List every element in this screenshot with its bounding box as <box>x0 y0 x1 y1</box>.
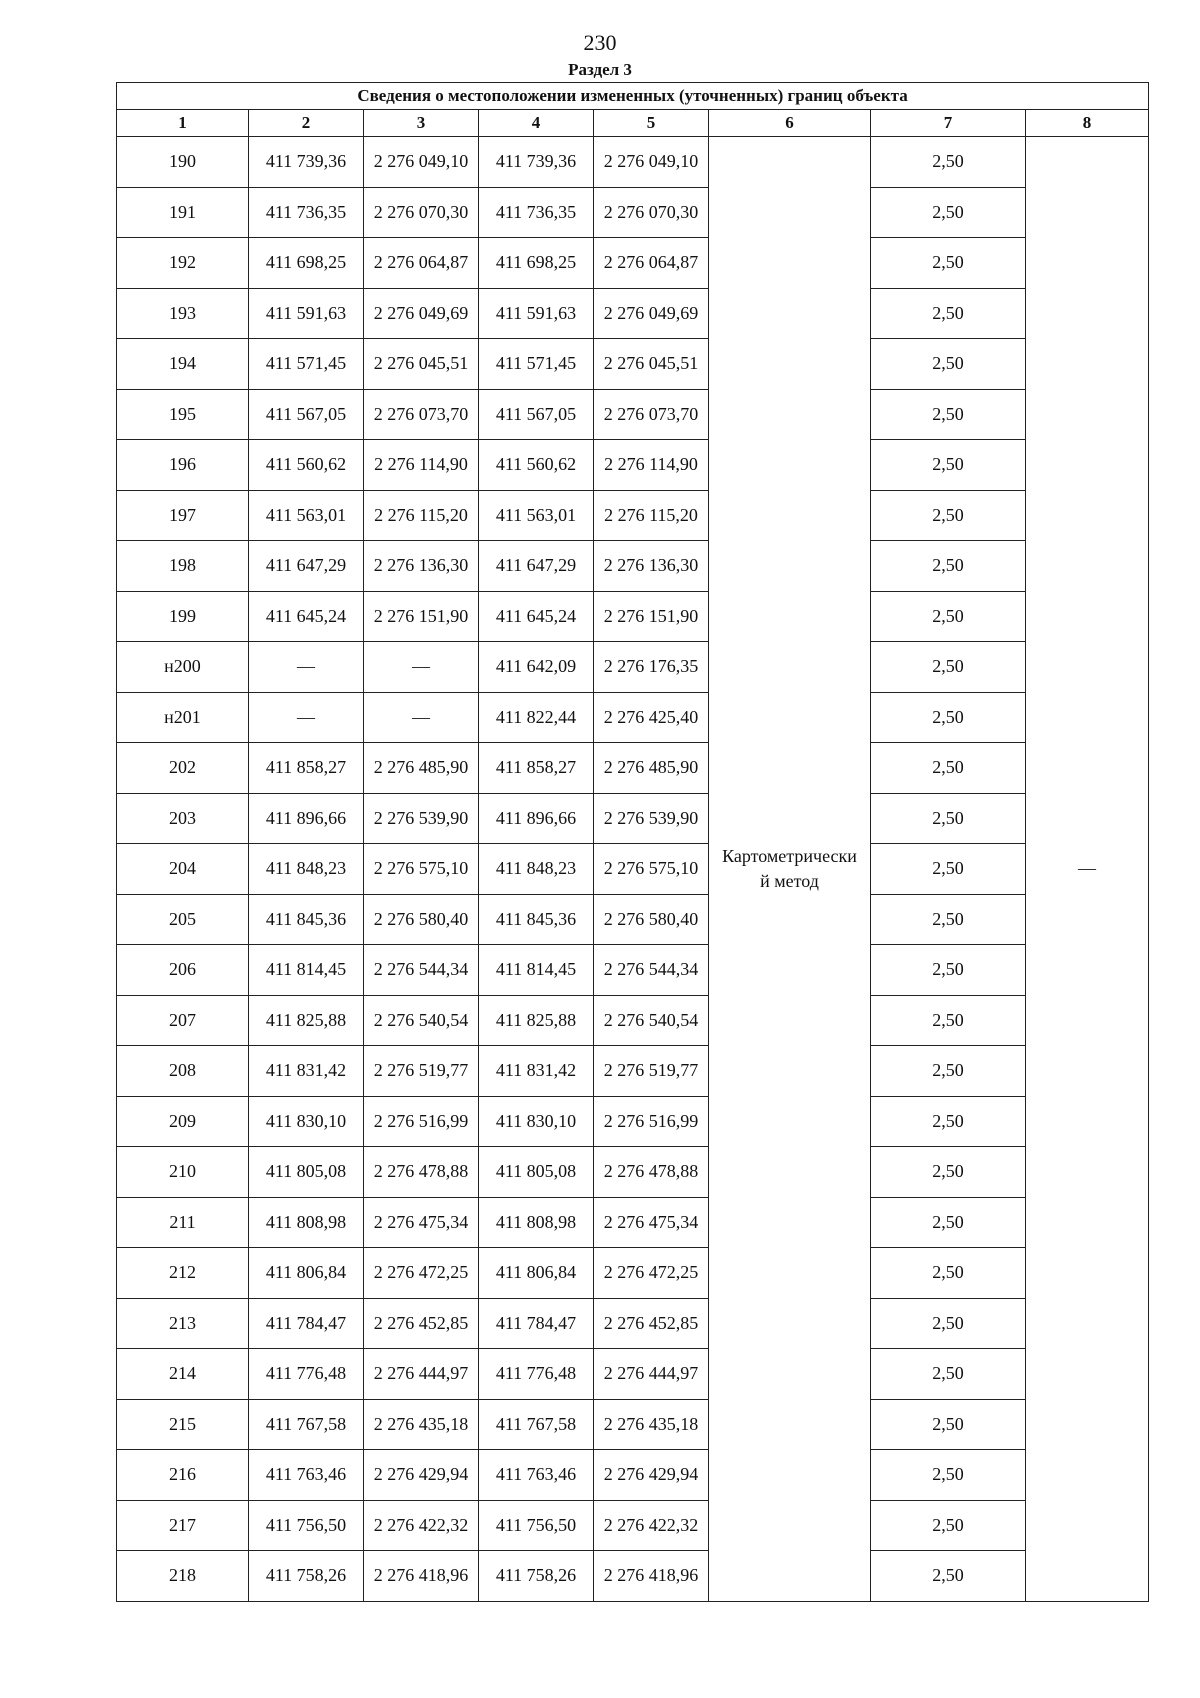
x-refined-cell: 411 848,23 <box>479 844 594 895</box>
point-number-cell: 195 <box>117 389 249 440</box>
section-title: Раздел 3 <box>568 60 632 79</box>
column-number: 7 <box>871 110 1026 137</box>
method-text-line: й метод <box>760 870 819 891</box>
accuracy-cell: 2,50 <box>871 1551 1026 1602</box>
table-row <box>117 1450 1149 1501</box>
table-row <box>117 541 1149 592</box>
x-existing-cell: 411 563,01 <box>249 490 364 541</box>
x-existing-cell: 411 591,63 <box>249 288 364 339</box>
y-refined-cell: 2 276 478,88 <box>594 1147 709 1198</box>
accuracy-cell: 2,50 <box>871 288 1026 339</box>
x-existing-cell: — <box>249 692 364 743</box>
y-existing-cell: 2 276 575,10 <box>364 844 479 895</box>
x-refined-cell: 411 563,01 <box>479 490 594 541</box>
page-number: 230 <box>583 30 617 55</box>
y-existing-cell: 2 276 429,94 <box>364 1450 479 1501</box>
x-refined-cell: 411 642,09 <box>479 642 594 693</box>
table-row <box>117 642 1149 693</box>
x-existing-cell: 411 825,88 <box>249 995 364 1046</box>
column-number: 5 <box>594 110 709 137</box>
accuracy-cell: 2,50 <box>871 541 1026 592</box>
point-number-cell: 193 <box>117 288 249 339</box>
table-row <box>117 793 1149 844</box>
y-existing-cell: 2 276 472,25 <box>364 1248 479 1299</box>
y-existing-cell: 2 276 045,51 <box>364 339 479 390</box>
y-existing-cell: 2 276 115,20 <box>364 490 479 541</box>
column-number: 2 <box>249 110 364 137</box>
table-row <box>117 1500 1149 1551</box>
x-refined-cell: 411 736,35 <box>479 187 594 238</box>
x-refined-cell: 411 814,45 <box>479 945 594 996</box>
y-refined-cell: 2 276 539,90 <box>594 793 709 844</box>
x-existing-cell: 411 739,36 <box>249 137 364 188</box>
y-existing-cell: 2 276 539,90 <box>364 793 479 844</box>
column-number: 3 <box>364 110 479 137</box>
y-existing-cell: 2 276 064,87 <box>364 238 479 289</box>
table-row <box>117 440 1149 491</box>
y-refined-cell: 2 276 064,87 <box>594 238 709 289</box>
accuracy-cell: 2,50 <box>871 1248 1026 1299</box>
x-existing-cell: 411 758,26 <box>249 1551 364 1602</box>
x-existing-cell: 411 858,27 <box>249 743 364 794</box>
accuracy-cell: 2,50 <box>871 945 1026 996</box>
point-number-cell: 190 <box>117 137 249 188</box>
y-refined-cell: 2 276 429,94 <box>594 1450 709 1501</box>
table-row <box>117 1096 1149 1147</box>
x-refined-cell: 411 763,46 <box>479 1450 594 1501</box>
point-number-cell: 192 <box>117 238 249 289</box>
table-row <box>117 692 1149 743</box>
accuracy-cell: 2,50 <box>871 1046 1026 1097</box>
y-existing-cell: 2 276 049,69 <box>364 288 479 339</box>
accuracy-cell: 2,50 <box>871 1147 1026 1198</box>
x-refined-cell: 411 767,58 <box>479 1399 594 1450</box>
point-number-cell: 203 <box>117 793 249 844</box>
y-refined-cell: 2 276 485,90 <box>594 743 709 794</box>
accuracy-cell: 2,50 <box>871 389 1026 440</box>
point-number-cell: 210 <box>117 1147 249 1198</box>
y-refined-cell: 2 276 136,30 <box>594 541 709 592</box>
accuracy-cell: 2,50 <box>871 743 1026 794</box>
y-existing-cell: 2 276 444,97 <box>364 1349 479 1400</box>
point-number-cell: 217 <box>117 1500 249 1551</box>
y-existing-cell: 2 276 136,30 <box>364 541 479 592</box>
point-number-cell: 199 <box>117 591 249 642</box>
table-row <box>117 1147 1149 1198</box>
y-existing-cell: 2 276 452,85 <box>364 1298 479 1349</box>
point-number-cell: 215 <box>117 1399 249 1450</box>
table-row <box>117 187 1149 238</box>
accuracy-cell: 2,50 <box>871 1450 1026 1501</box>
table-row <box>117 1197 1149 1248</box>
x-existing-cell: 411 767,58 <box>249 1399 364 1450</box>
x-existing-cell: 411 560,62 <box>249 440 364 491</box>
column-8-cell: — <box>1026 137 1149 1602</box>
x-refined-cell: 411 591,63 <box>479 288 594 339</box>
accuracy-cell: 2,50 <box>871 440 1026 491</box>
accuracy-cell: 2,50 <box>871 793 1026 844</box>
accuracy-cell: 2,50 <box>871 490 1026 541</box>
column-number: 8 <box>1026 110 1149 137</box>
y-existing-cell: 2 276 049,10 <box>364 137 479 188</box>
x-refined-cell: 411 831,42 <box>479 1046 594 1097</box>
table-caption: Сведения о местоположении измененных (уточненных) границ объекта <box>117 83 1149 110</box>
x-existing-cell: 411 845,36 <box>249 894 364 945</box>
x-refined-cell: 411 571,45 <box>479 339 594 390</box>
x-refined-cell: 411 756,50 <box>479 1500 594 1551</box>
x-existing-cell: 411 776,48 <box>249 1349 364 1400</box>
y-refined-cell: 2 276 575,10 <box>594 844 709 895</box>
x-refined-cell: 411 560,62 <box>479 440 594 491</box>
x-existing-cell: 411 808,98 <box>249 1197 364 1248</box>
accuracy-cell: 2,50 <box>871 1349 1026 1400</box>
boundary-coordinates-table <box>116 82 1149 1602</box>
table-row <box>117 288 1149 339</box>
table-row <box>117 1551 1149 1602</box>
x-refined-cell: 411 858,27 <box>479 743 594 794</box>
y-refined-cell: 2 276 070,30 <box>594 187 709 238</box>
accuracy-cell: 2,50 <box>871 1500 1026 1551</box>
table-row <box>117 389 1149 440</box>
x-existing-cell: 411 830,10 <box>249 1096 364 1147</box>
x-refined-cell: 411 647,29 <box>479 541 594 592</box>
y-refined-cell: 2 276 435,18 <box>594 1399 709 1450</box>
table-row <box>117 339 1149 390</box>
x-refined-cell: 411 645,24 <box>479 591 594 642</box>
y-refined-cell: 2 276 444,97 <box>594 1349 709 1400</box>
x-existing-cell: 411 647,29 <box>249 541 364 592</box>
point-number-cell: 212 <box>117 1248 249 1299</box>
point-number-cell: 198 <box>117 541 249 592</box>
x-existing-cell: 411 698,25 <box>249 238 364 289</box>
table-row <box>117 1349 1149 1400</box>
point-number-cell: 218 <box>117 1551 249 1602</box>
accuracy-cell: 2,50 <box>871 894 1026 945</box>
y-refined-cell: 2 276 073,70 <box>594 389 709 440</box>
y-existing-cell: 2 276 070,30 <box>364 187 479 238</box>
point-number-cell: 214 <box>117 1349 249 1400</box>
accuracy-cell: 2,50 <box>871 1399 1026 1450</box>
x-refined-cell: 411 845,36 <box>479 894 594 945</box>
y-existing-cell: 2 276 422,32 <box>364 1500 479 1551</box>
table-row <box>117 844 1149 895</box>
y-existing-cell: — <box>364 642 479 693</box>
y-existing-cell: 2 276 519,77 <box>364 1046 479 1097</box>
x-existing-cell: 411 806,84 <box>249 1248 364 1299</box>
x-refined-cell: 411 825,88 <box>479 995 594 1046</box>
y-existing-cell: 2 276 114,90 <box>364 440 479 491</box>
y-refined-cell: 2 276 418,96 <box>594 1551 709 1602</box>
y-refined-cell: 2 276 540,54 <box>594 995 709 1046</box>
x-refined-cell: 411 805,08 <box>479 1147 594 1198</box>
x-existing-cell: 411 567,05 <box>249 389 364 440</box>
table-row <box>117 591 1149 642</box>
point-number-cell: 196 <box>117 440 249 491</box>
x-existing-cell: 411 848,23 <box>249 844 364 895</box>
y-refined-cell: 2 276 425,40 <box>594 692 709 743</box>
y-refined-cell: 2 276 475,34 <box>594 1197 709 1248</box>
x-refined-cell: 411 822,44 <box>479 692 594 743</box>
y-refined-cell: 2 276 115,20 <box>594 490 709 541</box>
point-number-cell: 213 <box>117 1298 249 1349</box>
x-existing-cell: 411 784,47 <box>249 1298 364 1349</box>
x-existing-cell: 411 805,08 <box>249 1147 364 1198</box>
x-existing-cell: 411 645,24 <box>249 591 364 642</box>
point-number-cell: 211 <box>117 1197 249 1248</box>
accuracy-cell: 2,50 <box>871 238 1026 289</box>
y-existing-cell: 2 276 544,34 <box>364 945 479 996</box>
y-existing-cell: 2 276 485,90 <box>364 743 479 794</box>
y-refined-cell: 2 276 176,35 <box>594 642 709 693</box>
y-refined-cell: 2 276 516,99 <box>594 1096 709 1147</box>
x-refined-cell: 411 776,48 <box>479 1349 594 1400</box>
point-number-cell: 197 <box>117 490 249 541</box>
y-existing-cell: 2 276 073,70 <box>364 389 479 440</box>
table-row <box>117 894 1149 945</box>
column-number: 4 <box>479 110 594 137</box>
table-row <box>117 490 1149 541</box>
accuracy-cell: 2,50 <box>871 1298 1026 1349</box>
y-existing-cell: — <box>364 692 479 743</box>
table-row <box>117 1298 1149 1349</box>
point-number-cell: 191 <box>117 187 249 238</box>
column-number: 1 <box>117 110 249 137</box>
x-refined-cell: 411 808,98 <box>479 1197 594 1248</box>
accuracy-cell: 2,50 <box>871 339 1026 390</box>
table-row <box>117 945 1149 996</box>
accuracy-cell: 2,50 <box>871 1096 1026 1147</box>
table-row <box>117 137 1149 188</box>
y-existing-cell: 2 276 580,40 <box>364 894 479 945</box>
point-number-cell: н200 <box>117 642 249 693</box>
y-refined-cell: 2 276 045,51 <box>594 339 709 390</box>
y-refined-cell: 2 276 114,90 <box>594 440 709 491</box>
accuracy-cell: 2,50 <box>871 995 1026 1046</box>
column-number-row <box>117 110 1149 137</box>
y-refined-cell: 2 276 544,34 <box>594 945 709 996</box>
x-refined-cell: 411 739,36 <box>479 137 594 188</box>
x-existing-cell: 411 763,46 <box>249 1450 364 1501</box>
x-existing-cell: 411 736,35 <box>249 187 364 238</box>
table-row <box>117 1399 1149 1450</box>
point-number-cell: 202 <box>117 743 249 794</box>
y-existing-cell: 2 276 475,34 <box>364 1197 479 1248</box>
point-number-cell: 194 <box>117 339 249 390</box>
accuracy-cell: 2,50 <box>871 1197 1026 1248</box>
method-text-line: Картометрически <box>722 845 857 866</box>
column-number: 6 <box>709 110 871 137</box>
point-number-cell: н201 <box>117 692 249 743</box>
y-existing-cell: 2 276 540,54 <box>364 995 479 1046</box>
x-existing-cell: 411 571,45 <box>249 339 364 390</box>
accuracy-cell: 2,50 <box>871 137 1026 188</box>
y-refined-cell: 2 276 049,10 <box>594 137 709 188</box>
x-refined-cell: 411 830,10 <box>479 1096 594 1147</box>
x-existing-cell: — <box>249 642 364 693</box>
accuracy-cell: 2,50 <box>871 187 1026 238</box>
point-number-cell: 207 <box>117 995 249 1046</box>
table-row <box>117 1248 1149 1299</box>
point-number-cell: 205 <box>117 894 249 945</box>
x-existing-cell: 411 814,45 <box>249 945 364 996</box>
y-refined-cell: 2 276 049,69 <box>594 288 709 339</box>
x-refined-cell: 411 758,26 <box>479 1551 594 1602</box>
table-row <box>117 238 1149 289</box>
y-existing-cell: 2 276 151,90 <box>364 591 479 642</box>
y-existing-cell: 2 276 516,99 <box>364 1096 479 1147</box>
point-number-cell: 216 <box>117 1450 249 1501</box>
accuracy-cell: 2,50 <box>871 844 1026 895</box>
y-refined-cell: 2 276 422,32 <box>594 1500 709 1551</box>
y-existing-cell: 2 276 478,88 <box>364 1147 479 1198</box>
point-number-cell: 204 <box>117 844 249 895</box>
x-existing-cell: 411 831,42 <box>249 1046 364 1097</box>
x-refined-cell: 411 698,25 <box>479 238 594 289</box>
y-refined-cell: 2 276 151,90 <box>594 591 709 642</box>
point-number-cell: 206 <box>117 945 249 996</box>
y-existing-cell: 2 276 435,18 <box>364 1399 479 1450</box>
accuracy-cell: 2,50 <box>871 692 1026 743</box>
accuracy-cell: 2,50 <box>871 642 1026 693</box>
y-refined-cell: 2 276 452,85 <box>594 1298 709 1349</box>
accuracy-cell: 2,50 <box>871 591 1026 642</box>
point-number-cell: 209 <box>117 1096 249 1147</box>
x-refined-cell: 411 806,84 <box>479 1248 594 1299</box>
table-body <box>117 137 1149 1602</box>
table-row <box>117 1046 1149 1097</box>
method-cell <box>709 137 871 1602</box>
x-refined-cell: 411 784,47 <box>479 1298 594 1349</box>
table-row <box>117 743 1149 794</box>
y-refined-cell: 2 276 472,25 <box>594 1248 709 1299</box>
x-refined-cell: 411 567,05 <box>479 389 594 440</box>
y-refined-cell: 2 276 580,40 <box>594 894 709 945</box>
x-existing-cell: 411 756,50 <box>249 1500 364 1551</box>
point-number-cell: 208 <box>117 1046 249 1097</box>
y-refined-cell: 2 276 519,77 <box>594 1046 709 1097</box>
table-row <box>117 995 1149 1046</box>
x-existing-cell: 411 896,66 <box>249 793 364 844</box>
y-existing-cell: 2 276 418,96 <box>364 1551 479 1602</box>
x-refined-cell: 411 896,66 <box>479 793 594 844</box>
